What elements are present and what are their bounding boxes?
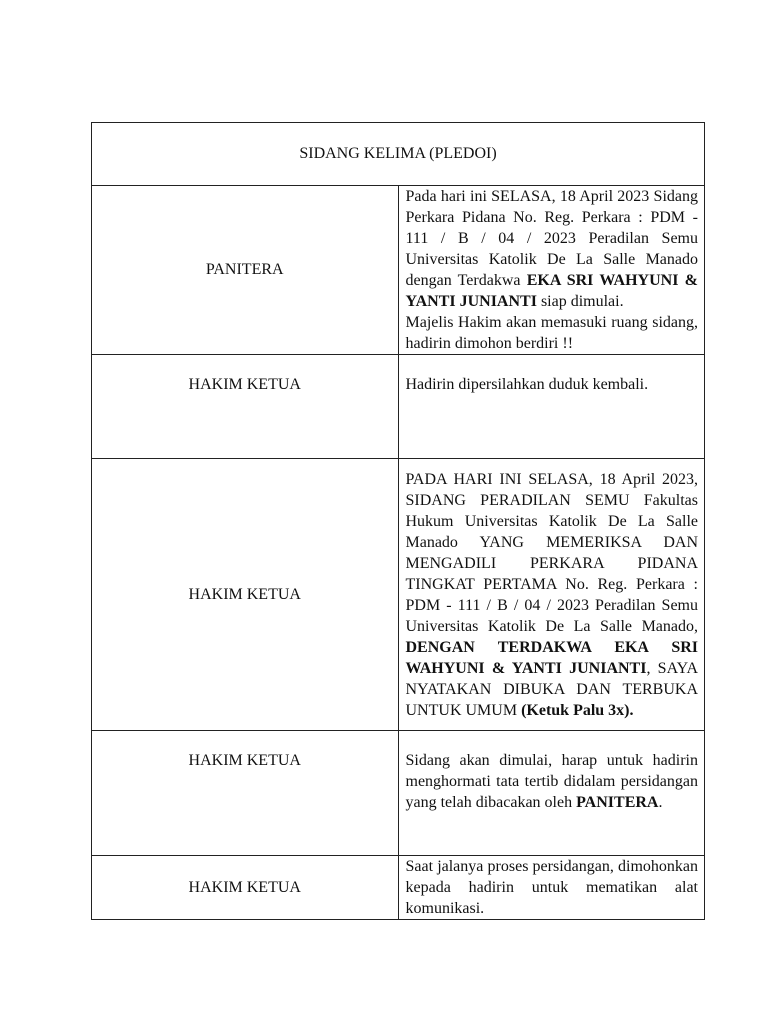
speaker-label-text: HAKIM KETUA [188,376,301,393]
dialogue-text-part: PADA HARI INI SELASA, 18 April 2023, SIDANG PERADILAN SEMU Fakultas Hukum Universitas Katolik De La Salle Manado YANG MEMERIKSA DAN MENGADILI PERKARA PIDANA TINGKAT PERTAMA No. Reg. Perkara : PDM - 111 / B / 04 / 2023 Peradilan Semu Universitas Katolik De La Salle Manado, [405,470,698,635]
dialogue-text-part: Sidang akan dimulai, harap untuk hadirin menghormati tata tertib didalam persidangan yang telah dibacakan oleh [405,752,698,811]
table-row [92,731,705,856]
gavel-instruction: (Ketuk Palu 3x). [521,701,634,719]
title-row [92,123,705,186]
dialogue-text-part: Pada hari ini SELASA, 18 April 2023 Sidang Perkara Pidana No. Reg. Perkara : PDM - 111 / B / 04 / 2023 Peradilan Semu Universitas Katolik De La Salle Manado dengan Terdakwa [405,188,698,289]
table-row [92,459,705,731]
dialogue-text: Saat jalanya proses persidangan, dimohonkan kepada hadirin untuk mematikan alat komunikasi. [398,856,705,920]
dialogue-text: Hadirin dipersilahkan duduk kembali. [398,355,705,459]
session-title: SIDANG KELIMA (PLEDOI) [92,123,705,186]
table-row [92,856,705,920]
transcript-table [91,122,705,920]
dialogue-text-part: siap dimulai. [536,293,624,310]
speaker-label: HAKIM KETUA [92,856,399,920]
table-row [92,355,705,459]
dialogue-text [398,731,705,856]
defendant-names: DENGAN TERDAKWA EKA SRI WAHYUNI & YANTI JUNIANTI [405,638,698,677]
defendant-names: EKA SRI WAHYUNI & YANTI JUNIANTI [405,272,698,310]
panitera-reference: PANITERA [576,794,659,811]
dialogue-text [398,186,705,355]
table-row [92,186,705,355]
dialogue-text-part: , SAYA NYATAKAN DIBUKA DAN TERBUKA UNTUK UMUM [405,659,698,719]
dialogue-text [398,459,705,731]
dialogue-text-part: . [658,794,663,811]
speaker-label: HAKIM KETUA [92,459,399,731]
speaker-label [92,731,399,856]
speaker-label: PANITERA [92,186,399,355]
speaker-label [92,355,399,459]
dialogue-paragraph: Majelis Hakim akan memasuki ruang sidang, hadirin dimohon berdiri !! [405,314,698,352]
speaker-label-text: HAKIM KETUA [188,752,301,769]
dialogue-paragraph [406,186,699,312]
